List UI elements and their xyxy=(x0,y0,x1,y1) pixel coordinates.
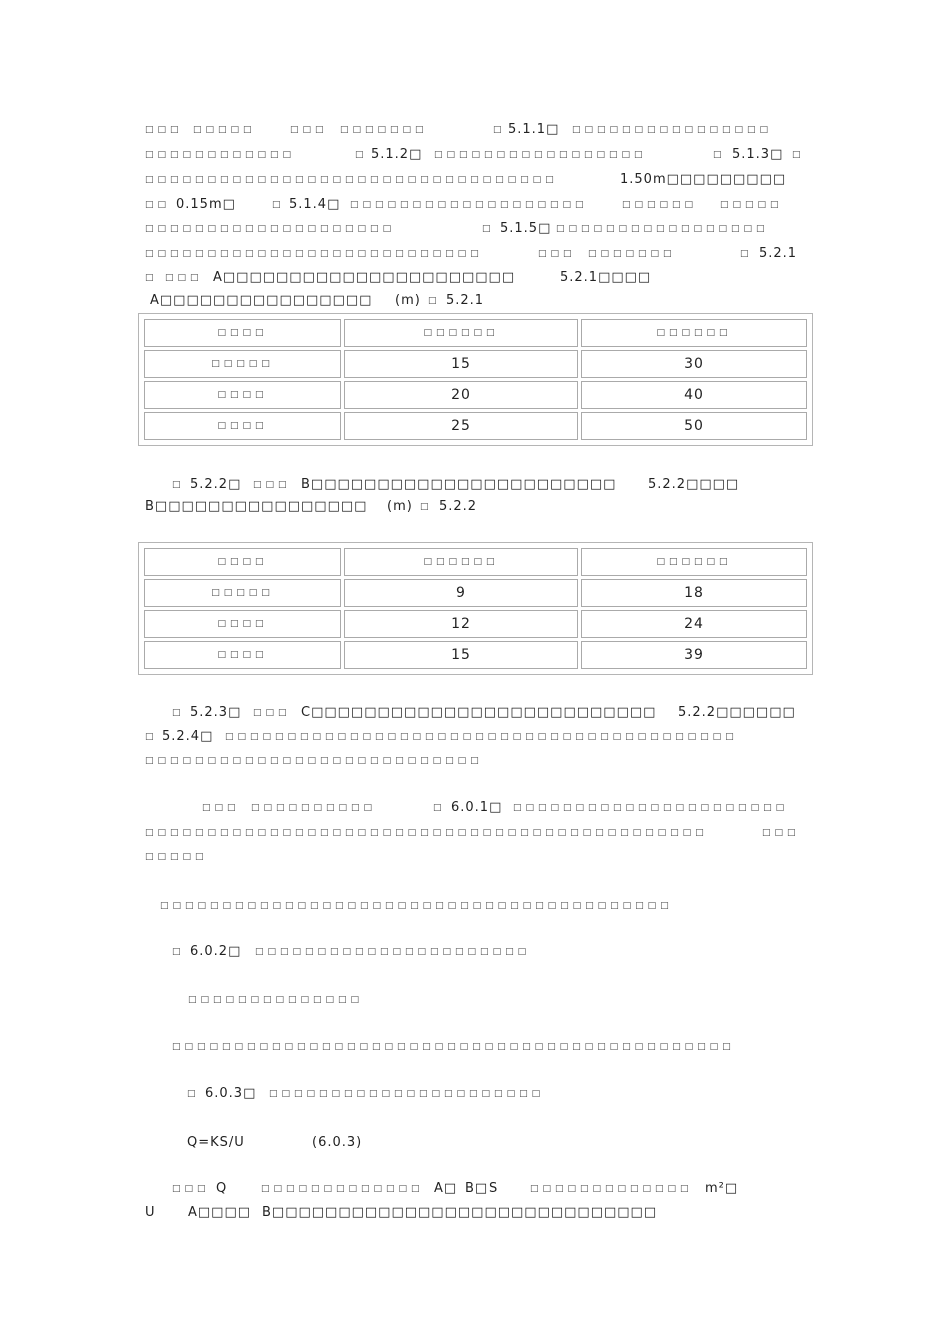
table-5-2-1 xyxy=(138,313,813,446)
clause-number: 5.1.1□ xyxy=(508,122,560,137)
glyph-run: □□□□□□□□□□□□□□□□□ xyxy=(434,150,647,160)
glyph-run: □□□ xyxy=(762,828,800,838)
caption-text: A□□□□□□□□□□□□□□□□ xyxy=(150,293,373,308)
value-cell: 15 xyxy=(344,350,578,378)
text-line xyxy=(0,823,950,843)
value-cell: 15 xyxy=(344,641,578,669)
text-line xyxy=(0,475,950,495)
table-5-2-2 xyxy=(138,542,813,675)
table-caption xyxy=(0,291,950,311)
glyph-run: □□□□□□□ xyxy=(588,249,676,259)
glyph-run: □ xyxy=(272,200,285,210)
category-label: B□□□□□□□□□□□□□□□□□□□□□□□ xyxy=(301,477,617,492)
glyph-run: □□□□□□□□□□□□□□□□ xyxy=(572,125,773,135)
table-reference: 5.2.2□□□□ xyxy=(648,477,740,492)
glyph-run: □ xyxy=(713,150,726,160)
glyph-run: □□□ xyxy=(538,249,576,259)
glyph-run: □□□□□□□□□□□□ xyxy=(145,150,296,160)
header-cell: □□□□ xyxy=(144,319,341,347)
glyph-run: □ xyxy=(145,273,158,283)
glyph-run: □□ xyxy=(145,200,171,210)
value-cell: 25 xyxy=(344,412,578,440)
text-line xyxy=(0,145,950,165)
category-label: A□□□□ xyxy=(188,1205,252,1220)
header-cell: □□□□□□ xyxy=(344,319,578,347)
glyph-run: □□□□□□□□□□□□□□ xyxy=(188,995,364,1005)
clause-number: 5.1.2□ xyxy=(371,147,423,162)
text-line xyxy=(0,195,950,215)
text-line xyxy=(0,1037,950,1057)
symbol: B□ xyxy=(465,1181,489,1196)
text-line xyxy=(0,219,950,239)
text-line xyxy=(0,942,950,962)
glyph-run: □□□ xyxy=(172,1184,210,1194)
row-label: □□□□ xyxy=(144,381,341,409)
table-number: 5.2.2 xyxy=(439,499,478,514)
header-cell: □□□□□□ xyxy=(581,319,807,347)
clause-number: 6.0.3□ xyxy=(205,1086,257,1101)
text-line xyxy=(0,120,950,140)
value-cell: 24 xyxy=(581,610,807,638)
glyph-run: □□□□□□□□□□□□□□□□□□□□□□ xyxy=(269,1089,545,1099)
glyph-run: □ xyxy=(428,296,441,306)
header-cell: □□□□□□ xyxy=(344,548,578,576)
glyph-run: □ xyxy=(172,708,185,718)
value-cell: 39 xyxy=(581,641,807,669)
row-label: □□□□ xyxy=(144,641,341,669)
glyph-run: □□□□□□□□□□□□□□□□□□□□□□ xyxy=(513,803,789,813)
unit-label: (m) xyxy=(387,499,413,514)
text-line xyxy=(0,1084,950,1104)
glyph-run: □□□ xyxy=(290,125,328,135)
clause-number: 5.2.3□ xyxy=(190,705,242,720)
formula: Q=KS/U xyxy=(187,1135,245,1150)
value-cell: 12 xyxy=(344,610,578,638)
formula-line xyxy=(0,1133,950,1153)
glyph-run: □ xyxy=(187,1089,200,1099)
glyph-run: □□□□□□□□□□□□□□□□□□□□ xyxy=(145,224,396,234)
text-line xyxy=(0,703,950,723)
value-cell: 9 xyxy=(344,579,578,607)
glyph-run: □ xyxy=(355,150,368,160)
text-line xyxy=(0,798,950,818)
text-line xyxy=(0,1179,950,1199)
clause-number: 5.2.1 xyxy=(759,246,798,261)
glyph-run: □□□□□□□□□□□□□□□□□□□□□□□□□□□□□□□□□ xyxy=(145,175,558,185)
glyph-run: □ xyxy=(482,224,495,234)
glyph-run: □ xyxy=(420,502,433,512)
category-label: A□□□□□□□□□□□□□□□□□□□□□□ xyxy=(213,270,516,285)
unit-label: m²□ xyxy=(705,1181,739,1196)
row-label: □□□□ xyxy=(144,412,341,440)
symbol: U xyxy=(145,1205,156,1220)
glyph-run: □ xyxy=(740,249,753,259)
category-label: C□□□□□□□□□□□□□□□□□□□□□□□□□□ xyxy=(301,705,657,720)
clause-number: 5.1.4□ xyxy=(289,197,341,212)
glyph-run: □□□□□□ xyxy=(622,200,698,210)
text-line xyxy=(0,1203,950,1223)
glyph-run: □ xyxy=(493,125,506,135)
table-header-row xyxy=(144,319,807,347)
row-label: □□□□□ xyxy=(144,579,341,607)
glyph-run: □□□□□□□□□□□□□□□□□□□□□□□□□□□□□□□□□□□□□□□□□ xyxy=(160,901,673,911)
text-line xyxy=(0,847,950,867)
formula-number: (6.0.3) xyxy=(312,1135,363,1150)
table-row xyxy=(144,641,807,669)
glyph-run: □□□□□□□ xyxy=(340,125,428,135)
table-header-row xyxy=(144,548,807,576)
text-line xyxy=(0,727,950,747)
glyph-run: □□□ xyxy=(202,803,240,813)
clause-number: 5.2.4□ xyxy=(162,729,214,744)
glyph-run: □ xyxy=(172,480,185,490)
table-row xyxy=(144,350,807,378)
glyph-run: □□□ xyxy=(145,125,183,135)
glyph-run: □□□□□□□□□□ xyxy=(251,803,377,813)
glyph-run: □□□□□□□□□□□□□□□□□□□□□□□□□□□□□□□□□□□□□□□□□□□□□ xyxy=(145,828,708,838)
glyph-run: □ xyxy=(145,732,158,742)
glyph-run: □□□□□□□□□□□□□ xyxy=(530,1184,693,1194)
caption-text: B□□□□□□□□□□□□□□□□ xyxy=(145,499,368,514)
table-reference: 5.2.1□□□□ xyxy=(560,270,652,285)
value-cell: 30 xyxy=(581,350,807,378)
table-reference: 5.2.2□□□□□□ xyxy=(678,705,796,720)
text-line xyxy=(0,268,950,288)
text-line xyxy=(0,896,950,916)
glyph-run: □□□ xyxy=(253,480,291,490)
glyph-run: □□□□□ xyxy=(145,852,208,862)
glyph-run: □□□ xyxy=(253,708,291,718)
glyph-run: □□□□□□□□□□□□□ xyxy=(261,1184,424,1194)
table-row xyxy=(144,579,807,607)
clause-number: 5.1.5□ xyxy=(500,221,552,236)
value-cell: 40 xyxy=(581,381,807,409)
glyph-run: □□□□□□□□□□□□□□□□□ xyxy=(556,224,769,234)
value-cell: 18 xyxy=(581,579,807,607)
clause-number: 5.1.3□ xyxy=(732,147,784,162)
table-row xyxy=(144,381,807,409)
glyph-run: □ xyxy=(172,947,185,957)
glyph-run: □□□□□□□□□□□□□□□□□□□□□□□□□□□□□□□□□□□□□□□□□□□□□ xyxy=(172,1042,735,1052)
table-number: 5.2.1 xyxy=(446,293,485,308)
text-line xyxy=(0,751,950,771)
symbol: A□ xyxy=(434,1181,458,1196)
glyph-run: □□□□□□□□□□□□□□□□□□□□□□□□□□□□□□□□□□□□□□□□□ xyxy=(225,732,738,742)
row-label: □□□□ xyxy=(144,610,341,638)
glyph-run: □□□□□□□□□□□□□□□□□□□ xyxy=(350,200,588,210)
unit-label: (m) xyxy=(395,293,421,308)
table-row xyxy=(144,412,807,440)
row-label: □□□□□ xyxy=(144,350,341,378)
measurement: 0.15m□ xyxy=(176,197,236,212)
symbol: Q xyxy=(216,1181,228,1196)
glyph-run: □□□□□ xyxy=(720,200,783,210)
glyph-run: □ xyxy=(792,150,805,160)
symbol: S xyxy=(489,1181,499,1196)
text-line xyxy=(0,990,950,1010)
glyph-run: □□□□□□□□□□□□□□□□□□□□□□□□□□□ xyxy=(145,756,483,766)
text-line xyxy=(0,170,950,190)
clause-number: 5.2.2□ xyxy=(190,477,242,492)
category-label: B□□□□□□□□□□□□□□□□□□□□□□□□□□□□□ xyxy=(262,1205,658,1220)
glyph-run: □□□□□□□□□□□□□□□□□□□□□□ xyxy=(255,947,531,957)
table-row xyxy=(144,610,807,638)
clause-number: 6.0.2□ xyxy=(190,944,242,959)
clause-number: 6.0.1□ xyxy=(451,800,503,815)
header-cell: □□□□ xyxy=(144,548,341,576)
text-line xyxy=(0,244,950,264)
glyph-run: □ xyxy=(433,803,446,813)
value-cell: 20 xyxy=(344,381,578,409)
measurement: 1.50m□□□□□□□□□ xyxy=(620,172,787,187)
header-cell: □□□□□□ xyxy=(581,548,807,576)
glyph-run: □□□ xyxy=(165,273,203,283)
table-caption xyxy=(0,497,950,517)
glyph-run: □□□□□□□□□□□□□□□□□□□□□□□□□□□ xyxy=(145,249,483,259)
glyph-run: □□□□□ xyxy=(193,125,256,135)
value-cell: 50 xyxy=(581,412,807,440)
